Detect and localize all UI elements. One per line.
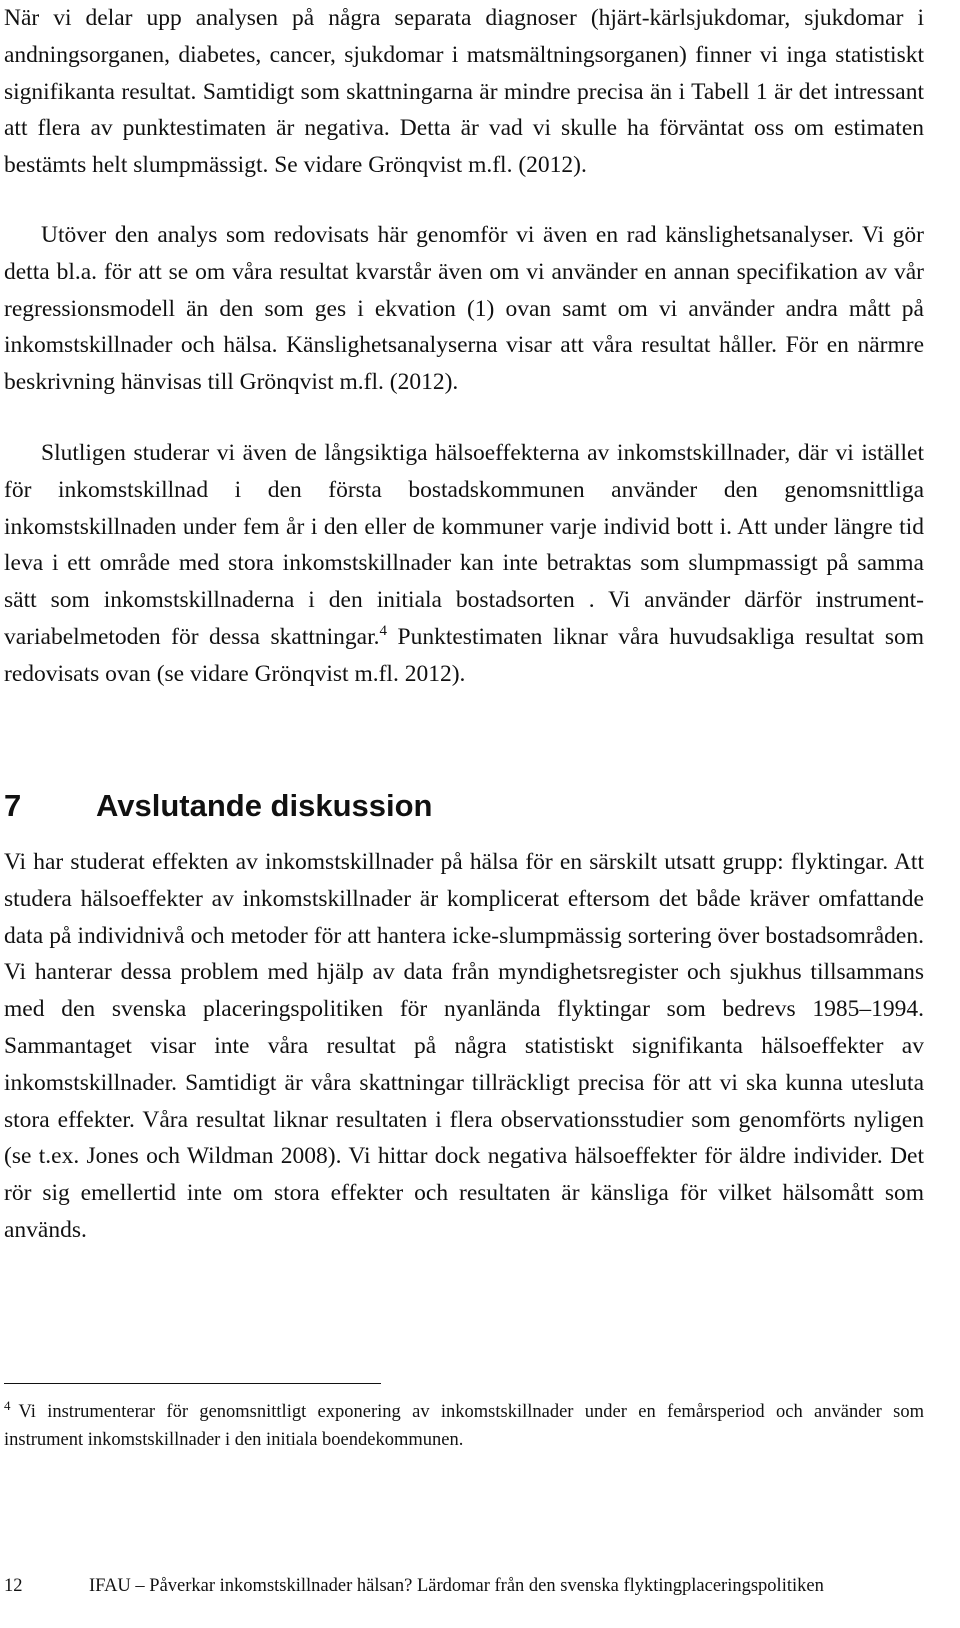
section-number: 7	[4, 788, 22, 823]
footnote-separator	[4, 1383, 381, 1384]
running-title: IFAU – Påverkar inkomstskillnader hälsan? Lärdomar från den svenska flyktingplaceringspolitiken	[89, 1576, 824, 1596]
footnote-text: Vi instrumenterar för genomsnittligt exponering av inkomstskillnader under en femårsperiod och använder som instrument inkomstskillnader i den initiala boendekommunen.	[4, 1402, 924, 1450]
body-paragraph-3-text-b: Punktestimaten liknar våra huvudsakliga resultat som redovisats ovan (se vidare Grönqvist m.fl. 2012).	[4, 623, 924, 687]
body-paragraph-3	[4, 435, 924, 693]
body-paragraph-1: När vi delar upp analysen på några separata diagnoser (hjärt-kärlsjukdomar, sjukdomar i andningsorganen, diabetes, cancer, sjukdomar i matsmältningsorganen) finner vi inga statistiskt signifikanta resultat. Samtidigt som skattningarna är mindre precisa än i Tabell 1 är det intressant att flera av punktestimaten är negativa. Detta är vad vi skulle ha förväntat oss om estimaten bestämts helt slumpmässigt. Se vidare Grönqvist m.fl. (2012).	[4, 5, 924, 179]
footnote-reference: 4	[379, 622, 387, 639]
body-paragraph-3-text-a: Slutligen studerar vi även de långsiktiga hälsoeffekterna av inkomstskillnader, där vi istället för inkomstskillnad i den första bostadskommunen använder den genomsnittliga inkomstskillnaden under fem år i den eller de kommuner varje individ bott i. Att under längre tid leva i ett område med stora inkomstskillnader kan inte betraktas som slumpmassigt på samma sätt som inkomstskillnaderna i den initiala bostadsorten . Vi använder därför instrumentvariabelmetoden för dessa skattningar.	[4, 440, 924, 650]
footnote-mark: 4	[4, 1398, 11, 1413]
page-number: 12	[4, 1576, 23, 1596]
section-title: Avslutande diskussion	[96, 788, 433, 823]
body-paragraph-2: Utöver den analys som redovisats här genomför vi även en rad känslighetsanalyser. Vi gör detta bl.a. för att se om våra resultat kvarstår även om vi använder en annan specifikation av vår regressionsmodell än den som ges i ekvation (1) ovan samt om vi använder andra mått på inkomstskillnader och hälsa. Känslighetsanalyserna visar att våra resultat håller. För en närmre beskrivning hänvisas till Grönqvist m.fl. (2012).	[4, 222, 924, 396]
page-footer	[4, 1573, 924, 1599]
footnote	[4, 1398, 924, 1454]
section-heading	[4, 786, 433, 826]
body-paragraph-4: Vi har studerat effekten av inkomstskillnader på hälsa för en särskilt utsatt grupp: flyktingar. Att studera hälsoeffekter av inkomstskillnader är komplicerat eftersom det både kräver omfattande data på individnivå och metoder för att hantera icke-slumpmässig sortering över bostadsområden. Vi hanterar dessa problem med hjälp av data från myndighetsregister och sjukhus tillsammans med den svenska placeringspolitiken för nyanlända flyktingar som bedrevs 1985–1994. Sammantaget visar inte våra resultat på några statistiskt signifikanta hälsoeffekter av inkomstskillnader. Samtidigt är våra skattningar tillräckligt precisa för att vi ska kunna utesluta stora effekter. Våra resultat liknar resultaten i flera observationsstudier som genomförts nyligen (se t.ex. Jones och Wildman 2008). Vi hittar dock negativa hälsoeffekter för äldre individer. Det rör sig emellertid inte om stora effekter och resultaten är känsliga för vilket hälsomått som används.	[4, 849, 924, 1243]
